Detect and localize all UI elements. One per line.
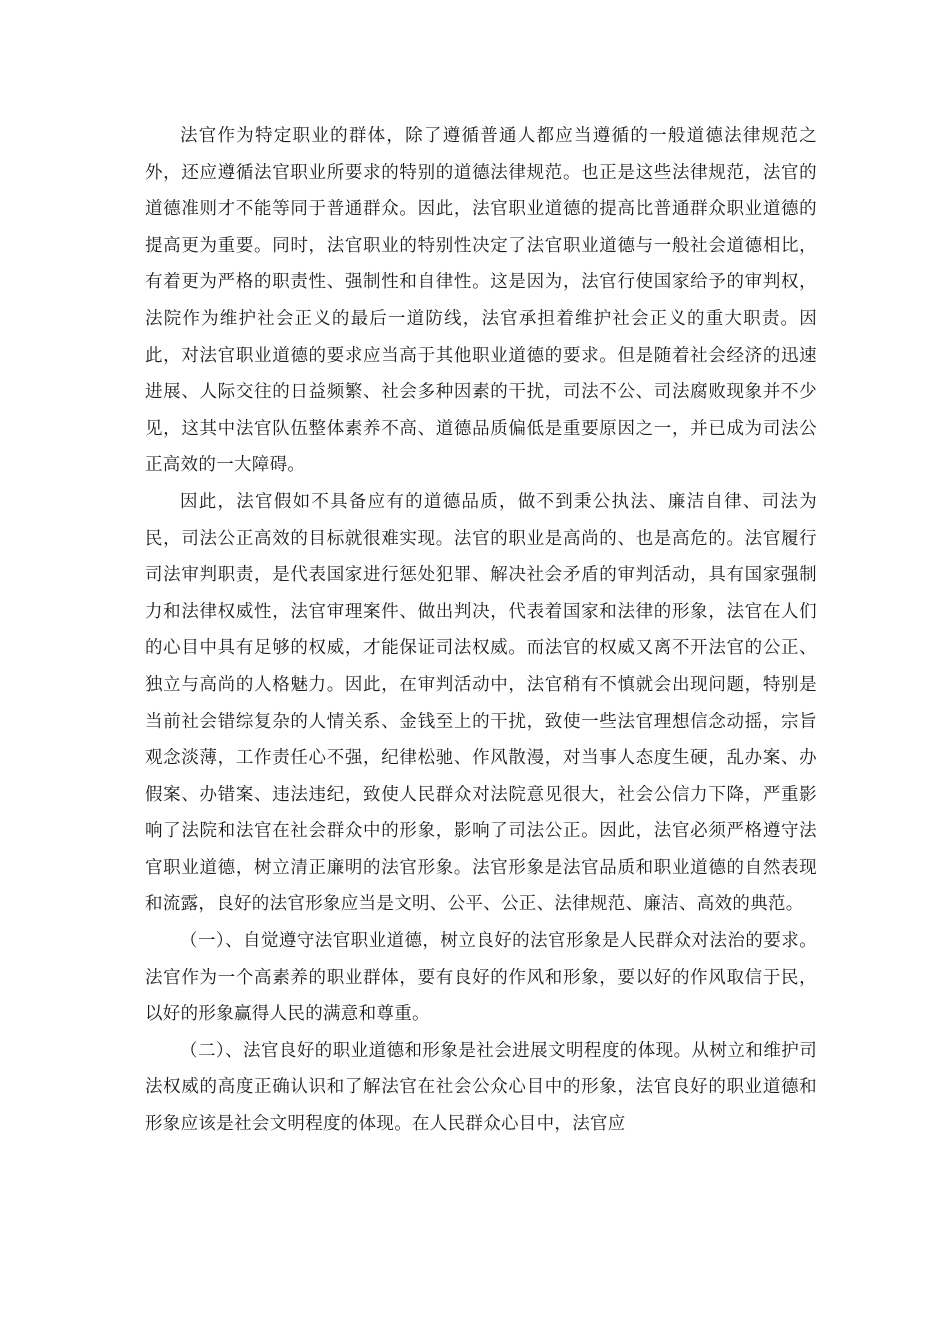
document-body [145, 118, 817, 1143]
paragraph-1: 法官作为特定职业的群体，除了遵循普通人都应当遵循的一般道德法律规范之外，还应遵循法官职业所要求的特别的道德法律规范。也正是这些法律规范，法官的道德准则才不能等同于普通群众。因此，法官职业道德的提高比普通群众职业道德的提高更为重要。同时，法官职业的特别性决定了法官职业道德与一般社会道德相比，有着更为严格的职责性、强制性和自律性。这是因为，法官行使国家给予的审判权，法院作为维护社会正义的最后一道防线，法官承担着维护社会正义的重大职责。因此，对法官职业道德的要求应当高于其他职业道德的要求。但是随着社会经济的迅速进展、人际交往的日益频繁、社会多种因素的干扰，司法不公、司法腐败现象并不少见，这其中法官队伍整体素养不高、道德品质偏低是重要原因之一，并已成为司法公正高效的一大障碍。 [145, 126, 817, 476]
paragraph-2: 因此，法官假如不具备应有的道德品质，做不到秉公执法、廉洁自律、司法为民，司法公正高效的目标就很难实现。法官的职业是高尚的、也是高危的。法官履行司法审判职责，是代表国家进行惩处犯罪、解决社会矛盾的审判活动，具有国家强制力和法律权威性，法官审理案件、做出判决，代表着国家和法律的形象，法官在人们的心目中具有足够的权威，才能保证司法权威。而法官的权威又离不开法官的公正、独立与高尚的人格魅力。因此，在审判活动中，法官稍有不慎就会出现问题，特别是当前社会错综复杂的人情关系、金钱至上的干扰，致使一些法官理想信念动摇，宗旨观念淡薄，工作责任心不强，纪律松驰、作风散漫，对当事人态度生硬，乱办案、办假案、办错案、违法违纪，致使人民群众对法院意见很大，社会公信力下降，严重影响了法院和法官在社会群众中的形象，影响了司法公正。因此，法官必须严格遵守法官职业道德，树立清正廉明的法官形象。法官形象是法官品质和职业道德的自然表现和流露，良好的法官形象应当是文明、公平、公正、法律规范、廉洁、高效的典范。 [145, 491, 817, 915]
paragraph-4: （二）、法官良好的职业道德和形象是社会进展文明程度的体现。从树立和维护司法权威的高度正确认识和了解法官在社会公众心目中的形象，法官良好的职业道德和形象应该是社会文明程度的体现。在人民群众心目中，法官应 [145, 1040, 817, 1135]
paragraph-3: （一）、自觉遵守法官职业道德，树立良好的法官形象是人民群众对法治的要求。法官作为一个高素养的职业群体，要有良好的作风和形象，要以好的作风取信于民，以好的形象赢得人民的满意和尊重。 [145, 931, 817, 1025]
